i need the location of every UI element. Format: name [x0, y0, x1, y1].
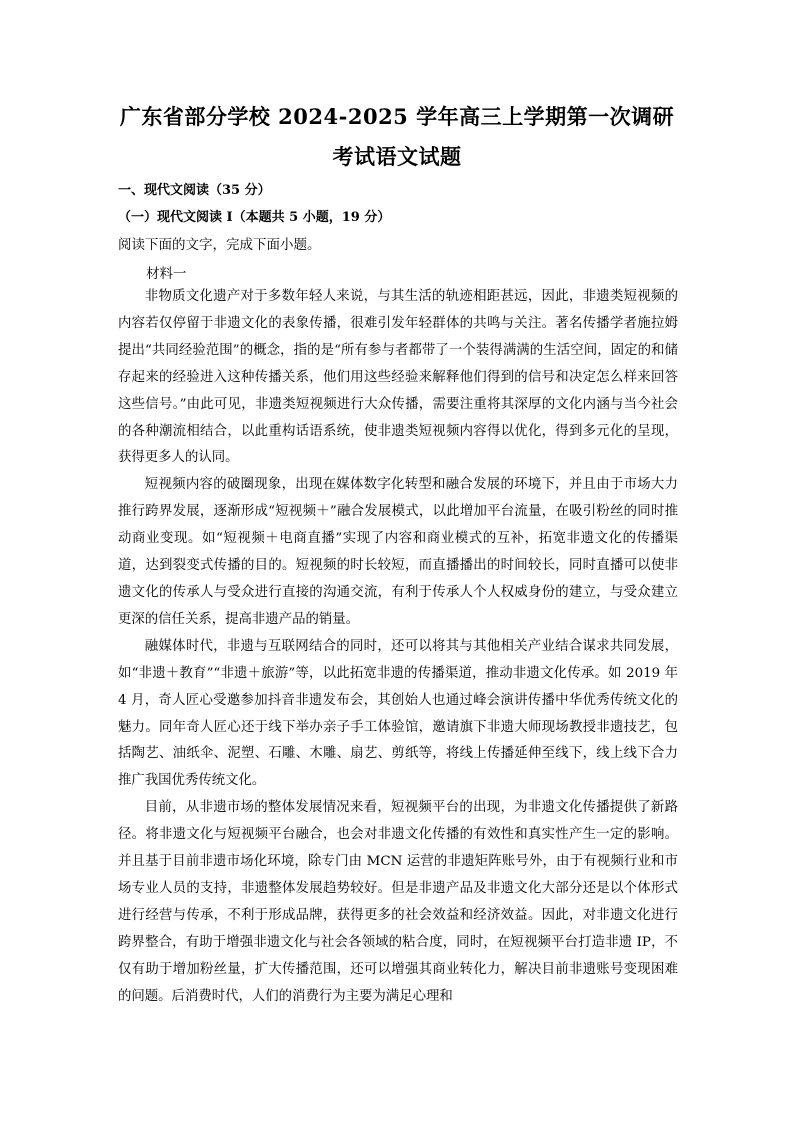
passage-paragraph-1: 非物质文化遗产对于多数年轻人来说，与其生活的轨迹相距甚远，因此，非遗类短视频的内容若仅停留于非遗文化的表象传播，很难引发年轻群体的共鸣与关注。著名传播学者施拉姆提出“共同经验范围”的概念，指的是“所有参与者都带了一个装得满满的生活空间，固定的和储存起来的经验进入这种传播关系，他们用这些经验来解释他们得到的信号和决定怎么样来回答这些信号。”由此可见，非遗类短视频进行大众传播，需要注重将其深厚的文化内涵与当今社会的各种潮流相结合，以此重构话语系统，使非遗类短视频内容得以优化，得到多元化的呈现，获得更多人的认同。 — [118, 289, 678, 466]
passage-paragraph-2: 短视频内容的破圈现象，出现在媒体数字化转型和融合发展的环境下，并且由于市场大力推行跨界发展，逐渐形成“短视频＋”融合发展模式，以此增加平台流量，在吸引粉丝的同时推动商业变现。如“短视频＋电商直播”实现了内容和商业模式的互补，拓宽非遗文化的传播渠道，达到裂变式传播的目的。短视频的时长较短，而直播播出的时间较长，同时直播可以使非遗文化的传承人与受众进行直接的沟通交流，有利于传承人个人权威身份的建立，与受众建立更深的信任关系，提高非遗产品的销量。 — [118, 477, 678, 627]
subsection-heading: （一）现代文阅读 I（本题共 5 小题，19 分） — [118, 210, 391, 225]
material-label: 材料一 — [146, 266, 187, 282]
section-heading: 一、现代文阅读（35 分） — [118, 183, 271, 198]
reading-instruction: 阅读下面的文字，完成下面小题。 — [118, 237, 321, 253]
passage-body — [118, 284, 678, 1010]
passage-paragraph-4: 目前，从非遗市场的整体发展情况来看，短视频平台的出现，为非遗文化传播提供了新路径。将非遗文化与短视频平台融合，也会对非遗文化传播的有效性和真实性产生一定的影响。并且基于目前非遗市场化环境，除专门由 MCN 运营的非遗矩阵账号外，由于有视频行业和市场专业人员的支持，非遗整体发展趋势较好。但是非遗产品及非遗文化大部分还是以个体形式进行经营与传承，不利于形成品牌，获得更多的社会效益和经济效益。因此，对非遗文化进行跨界整合，有助于增强非遗文化与社会各领域的粘合度，同时，在短视频平台打造非遗 IP，不仅有助于增加粉丝量，扩大传播范围，还可以增强其商业转化力，解决目前非遗账号变现困难的问题。后消费时代，人们的消费行为主要为满足心理和 — [118, 800, 678, 1004]
document-title-line-2: 考试语文试题 — [332, 144, 462, 169]
passage-paragraph-3: 融媒体时代，非遗与互联网结合的同时，还可以将其与其他相关产业结合谋求共同发展，如“非遗＋教育”“非遗＋旅游”等，以此拓宽非遗的传播渠道，推动非遗文化传承。如 2019 年 4 月，奇人匠心受邀参加抖音非遗发布会，其创始人也通过峰会演讲传播中华优秀传统文化的魅力。同年奇人匠心还于线下举办亲子手工体验馆，邀请旗下非遗大师现场教授非遗技艺，包括陶艺、油纸伞、泥塑、石雕、木雕、扇艺、剪纸等，将线上传播延伸至线下，线上线下合力推广我国优秀传统文化。 — [118, 638, 678, 789]
document-title-line-1: 广东省部分学校 2024-2025 学年高三上学期第一次调研 — [119, 104, 675, 129]
